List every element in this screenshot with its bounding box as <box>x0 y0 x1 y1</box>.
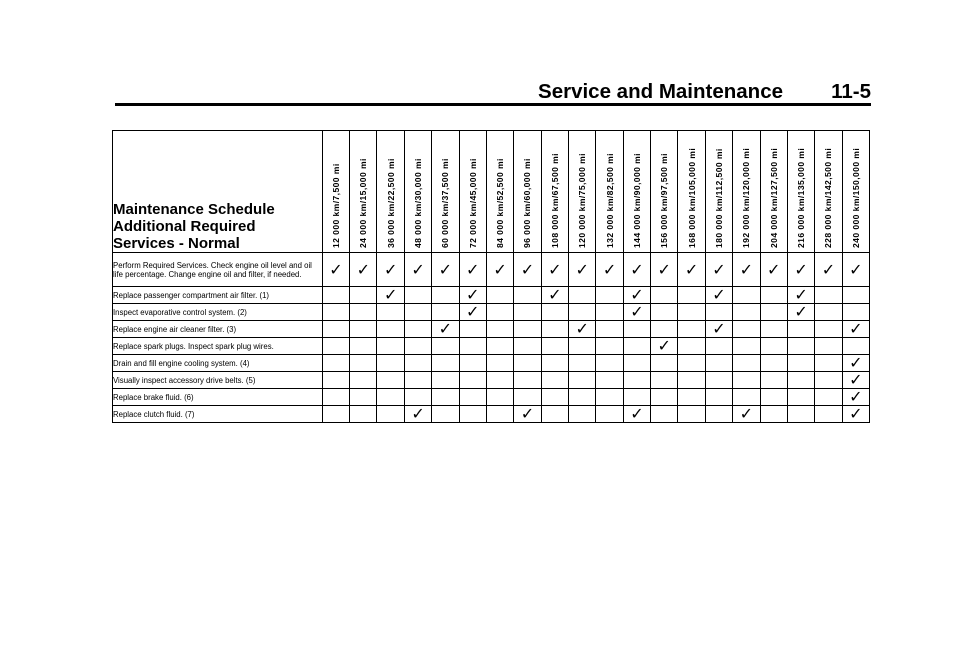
column-header <box>678 131 705 253</box>
empty-cell <box>733 321 760 338</box>
check-mark-icon: ✓ <box>459 253 486 287</box>
empty-cell <box>404 389 431 406</box>
empty-cell <box>486 321 513 338</box>
empty-cell <box>459 372 486 389</box>
table-row <box>113 406 870 423</box>
check-mark-icon: ✓ <box>377 253 404 287</box>
empty-cell <box>760 338 787 355</box>
empty-cell <box>569 338 596 355</box>
empty-cell <box>733 389 760 406</box>
empty-cell <box>486 355 513 372</box>
empty-cell <box>322 338 349 355</box>
check-mark-icon: ✓ <box>787 287 814 304</box>
column-header-label: 72 000 km/45,000 mi <box>467 158 478 248</box>
empty-cell <box>322 321 349 338</box>
check-mark-icon: ✓ <box>705 253 732 287</box>
column-header <box>432 131 459 253</box>
empty-cell <box>486 304 513 321</box>
check-mark-icon: ✓ <box>350 253 377 287</box>
column-header <box>322 131 349 253</box>
check-mark-icon: ✓ <box>623 253 650 287</box>
table-row <box>113 304 870 321</box>
table-body <box>113 253 870 423</box>
page-header <box>115 79 871 105</box>
section-title: Service and Maintenance <box>538 80 783 103</box>
column-header <box>842 131 869 253</box>
check-mark-icon: ✓ <box>705 321 732 338</box>
empty-cell <box>733 287 760 304</box>
empty-cell <box>322 389 349 406</box>
empty-cell <box>733 304 760 321</box>
empty-cell <box>541 338 568 355</box>
empty-cell <box>596 372 623 389</box>
column-header <box>459 131 486 253</box>
empty-cell <box>541 355 568 372</box>
column-header-label: 168 000 km/105,000 mi <box>686 147 697 248</box>
empty-cell <box>705 355 732 372</box>
empty-cell <box>432 355 459 372</box>
empty-cell <box>678 389 705 406</box>
check-mark-icon: ✓ <box>705 287 732 304</box>
check-mark-icon: ✓ <box>377 287 404 304</box>
check-mark-icon: ✓ <box>842 389 869 406</box>
empty-cell <box>678 406 705 423</box>
service-label: Replace passenger compartment air filter. (1) <box>113 287 323 304</box>
empty-cell <box>350 304 377 321</box>
empty-cell <box>787 355 814 372</box>
column-header <box>541 131 568 253</box>
check-mark-icon: ✓ <box>322 253 349 287</box>
empty-cell <box>787 372 814 389</box>
empty-cell <box>569 372 596 389</box>
empty-cell <box>486 338 513 355</box>
column-header <box>514 131 541 253</box>
empty-cell <box>541 321 568 338</box>
column-header <box>486 131 513 253</box>
column-header-label: 216 000 km/135,000 mi <box>796 147 807 248</box>
empty-cell <box>678 338 705 355</box>
check-mark-icon: ✓ <box>459 287 486 304</box>
check-mark-icon: ✓ <box>596 253 623 287</box>
empty-cell <box>432 372 459 389</box>
empty-cell <box>432 389 459 406</box>
empty-cell <box>404 338 431 355</box>
column-header-label: 108 000 km/67,500 mi <box>549 153 560 248</box>
empty-cell <box>459 338 486 355</box>
empty-cell <box>322 406 349 423</box>
column-header <box>623 131 650 253</box>
empty-cell <box>815 372 842 389</box>
service-label: Visually inspect accessory drive belts. (5) <box>113 372 323 389</box>
empty-cell <box>350 372 377 389</box>
table-row <box>113 253 870 287</box>
empty-cell <box>596 287 623 304</box>
empty-cell <box>678 355 705 372</box>
empty-cell <box>322 355 349 372</box>
page-number: 11-5 <box>831 80 871 103</box>
column-header <box>596 131 623 253</box>
empty-cell <box>404 355 431 372</box>
check-mark-icon: ✓ <box>569 253 596 287</box>
check-mark-icon: ✓ <box>404 253 431 287</box>
empty-cell <box>432 338 459 355</box>
empty-cell <box>486 372 513 389</box>
empty-cell <box>733 372 760 389</box>
empty-cell <box>486 287 513 304</box>
check-mark-icon: ✓ <box>733 406 760 423</box>
empty-cell <box>760 304 787 321</box>
check-mark-icon: ✓ <box>787 253 814 287</box>
empty-cell <box>569 304 596 321</box>
empty-cell <box>596 304 623 321</box>
empty-cell <box>514 389 541 406</box>
empty-cell <box>569 287 596 304</box>
column-header <box>760 131 787 253</box>
column-header-label: 120 000 km/75,000 mi <box>577 153 588 248</box>
empty-cell <box>377 355 404 372</box>
service-label: Replace brake fluid. (6) <box>113 389 323 406</box>
check-mark-icon: ✓ <box>541 253 568 287</box>
column-header <box>815 131 842 253</box>
empty-cell <box>760 355 787 372</box>
service-label: Replace clutch fluid. (7) <box>113 406 323 423</box>
empty-cell <box>541 372 568 389</box>
empty-cell <box>377 321 404 338</box>
empty-cell <box>705 406 732 423</box>
column-header-label: 204 000 km/127,500 mi <box>768 147 779 248</box>
table-row <box>113 389 870 406</box>
check-mark-icon: ✓ <box>678 253 705 287</box>
check-mark-icon: ✓ <box>760 253 787 287</box>
header-rule <box>115 103 871 106</box>
service-label: Perform Required Services. Check engine oil level and oil life percentage. Change engine oil and filter, if needed. <box>113 253 323 287</box>
empty-cell <box>842 304 869 321</box>
check-mark-icon: ✓ <box>623 406 650 423</box>
table-row <box>113 355 870 372</box>
empty-cell <box>815 389 842 406</box>
empty-cell <box>678 372 705 389</box>
empty-cell <box>569 406 596 423</box>
empty-cell <box>760 321 787 338</box>
empty-cell <box>322 372 349 389</box>
empty-cell <box>459 355 486 372</box>
empty-cell <box>651 355 678 372</box>
check-mark-icon: ✓ <box>432 253 459 287</box>
check-mark-icon: ✓ <box>623 287 650 304</box>
empty-cell <box>760 389 787 406</box>
empty-cell <box>404 372 431 389</box>
service-label: Replace spark plugs. Inspect spark plug wires. <box>113 338 323 355</box>
empty-cell <box>377 406 404 423</box>
check-mark-icon: ✓ <box>459 304 486 321</box>
empty-cell <box>760 287 787 304</box>
empty-cell <box>705 304 732 321</box>
empty-cell <box>377 304 404 321</box>
check-mark-icon: ✓ <box>842 253 869 287</box>
empty-cell <box>815 287 842 304</box>
check-mark-icon: ✓ <box>404 406 431 423</box>
empty-cell <box>623 338 650 355</box>
check-mark-icon: ✓ <box>569 321 596 338</box>
empty-cell <box>350 355 377 372</box>
column-header-label: 156 000 km/97,500 mi <box>659 153 670 248</box>
check-mark-icon: ✓ <box>432 321 459 338</box>
column-header <box>651 131 678 253</box>
empty-cell <box>787 321 814 338</box>
column-header-label: 96 000 km/60,000 mi <box>522 158 533 248</box>
check-mark-icon: ✓ <box>842 372 869 389</box>
column-header <box>350 131 377 253</box>
check-mark-icon: ✓ <box>815 253 842 287</box>
table-title <box>113 131 323 253</box>
column-header <box>705 131 732 253</box>
empty-cell <box>787 406 814 423</box>
check-mark-icon: ✓ <box>787 304 814 321</box>
empty-cell <box>569 355 596 372</box>
empty-cell <box>815 355 842 372</box>
check-mark-icon: ✓ <box>842 406 869 423</box>
empty-cell <box>623 321 650 338</box>
empty-cell <box>705 372 732 389</box>
empty-cell <box>459 321 486 338</box>
empty-cell <box>322 304 349 321</box>
table-row <box>113 287 870 304</box>
check-mark-icon: ✓ <box>514 406 541 423</box>
empty-cell <box>705 338 732 355</box>
empty-cell <box>432 287 459 304</box>
empty-cell <box>432 406 459 423</box>
column-header-label: 228 000 km/142,500 mi <box>823 147 834 248</box>
table-row <box>113 321 870 338</box>
empty-cell <box>651 389 678 406</box>
column-header-label: 36 000 km/22,500 mi <box>385 158 396 248</box>
empty-cell <box>678 321 705 338</box>
column-header-label: 132 000 km/82,500 mi <box>604 153 615 248</box>
empty-cell <box>486 406 513 423</box>
empty-cell <box>350 406 377 423</box>
check-mark-icon: ✓ <box>651 253 678 287</box>
check-mark-icon: ✓ <box>651 338 678 355</box>
empty-cell <box>760 372 787 389</box>
check-mark-icon: ✓ <box>514 253 541 287</box>
empty-cell <box>787 338 814 355</box>
table-row <box>113 338 870 355</box>
check-mark-icon: ✓ <box>733 253 760 287</box>
service-label: Replace engine air cleaner filter. (3) <box>113 321 323 338</box>
service-label: Inspect evaporative control system. (2) <box>113 304 323 321</box>
empty-cell <box>569 389 596 406</box>
empty-cell <box>815 321 842 338</box>
empty-cell <box>623 389 650 406</box>
column-header <box>569 131 596 253</box>
empty-cell <box>541 406 568 423</box>
empty-cell <box>514 304 541 321</box>
empty-cell <box>651 287 678 304</box>
check-mark-icon: ✓ <box>541 287 568 304</box>
empty-cell <box>350 287 377 304</box>
empty-cell <box>596 355 623 372</box>
empty-cell <box>842 338 869 355</box>
check-mark-icon: ✓ <box>623 304 650 321</box>
empty-cell <box>322 287 349 304</box>
empty-cell <box>678 287 705 304</box>
empty-cell <box>514 287 541 304</box>
empty-cell <box>733 355 760 372</box>
empty-cell <box>350 389 377 406</box>
empty-cell <box>651 321 678 338</box>
column-header-label: 60 000 km/37,500 mi <box>440 158 451 248</box>
column-header-label: 48 000 km/30,000 mi <box>413 158 424 248</box>
empty-cell <box>486 389 513 406</box>
column-header-label: 192 000 km/120,000 mi <box>741 147 752 248</box>
empty-cell <box>596 389 623 406</box>
empty-cell <box>815 406 842 423</box>
check-mark-icon: ✓ <box>842 355 869 372</box>
empty-cell <box>541 304 568 321</box>
empty-cell <box>514 372 541 389</box>
empty-cell <box>678 304 705 321</box>
table-title-line: Services - Normal <box>113 235 240 252</box>
empty-cell <box>596 321 623 338</box>
empty-cell <box>596 338 623 355</box>
column-header-label: 24 000 km/15,000 mi <box>358 158 369 248</box>
column-header <box>787 131 814 253</box>
empty-cell <box>432 304 459 321</box>
empty-cell <box>459 406 486 423</box>
empty-cell <box>623 372 650 389</box>
empty-cell <box>514 338 541 355</box>
empty-cell <box>596 406 623 423</box>
check-mark-icon: ✓ <box>842 321 869 338</box>
empty-cell <box>377 338 404 355</box>
empty-cell <box>459 389 486 406</box>
empty-cell <box>404 321 431 338</box>
empty-cell <box>623 355 650 372</box>
column-header <box>404 131 431 253</box>
empty-cell <box>377 372 404 389</box>
empty-cell <box>787 389 814 406</box>
check-mark-icon: ✓ <box>486 253 513 287</box>
empty-cell <box>760 406 787 423</box>
empty-cell <box>541 389 568 406</box>
header-row <box>113 131 870 253</box>
column-header-label: 180 000 km/112,500 mi <box>713 148 724 248</box>
maintenance-schedule-table <box>112 130 870 423</box>
empty-cell <box>651 372 678 389</box>
empty-cell <box>350 338 377 355</box>
empty-cell <box>404 287 431 304</box>
empty-cell <box>651 406 678 423</box>
service-label: Drain and fill engine cooling system. (4) <box>113 355 323 372</box>
table-row <box>113 372 870 389</box>
empty-cell <box>651 304 678 321</box>
column-header <box>733 131 760 253</box>
empty-cell <box>404 304 431 321</box>
column-header-label: 240 000 km/150,000 mi <box>850 147 861 248</box>
empty-cell <box>350 321 377 338</box>
empty-cell <box>842 287 869 304</box>
column-header-label: 12 000 km/7,500 mi <box>330 163 341 248</box>
table-title-line: Maintenance Schedule <box>113 201 275 218</box>
table-title-line: Additional Required <box>113 218 256 235</box>
empty-cell <box>733 338 760 355</box>
empty-cell <box>705 389 732 406</box>
column-header-label: 84 000 km/52,500 mi <box>495 158 506 248</box>
empty-cell <box>514 355 541 372</box>
empty-cell <box>377 389 404 406</box>
empty-cell <box>815 304 842 321</box>
column-header-label: 144 000 km/90,000 mi <box>631 153 642 248</box>
column-header <box>377 131 404 253</box>
empty-cell <box>815 338 842 355</box>
empty-cell <box>514 321 541 338</box>
